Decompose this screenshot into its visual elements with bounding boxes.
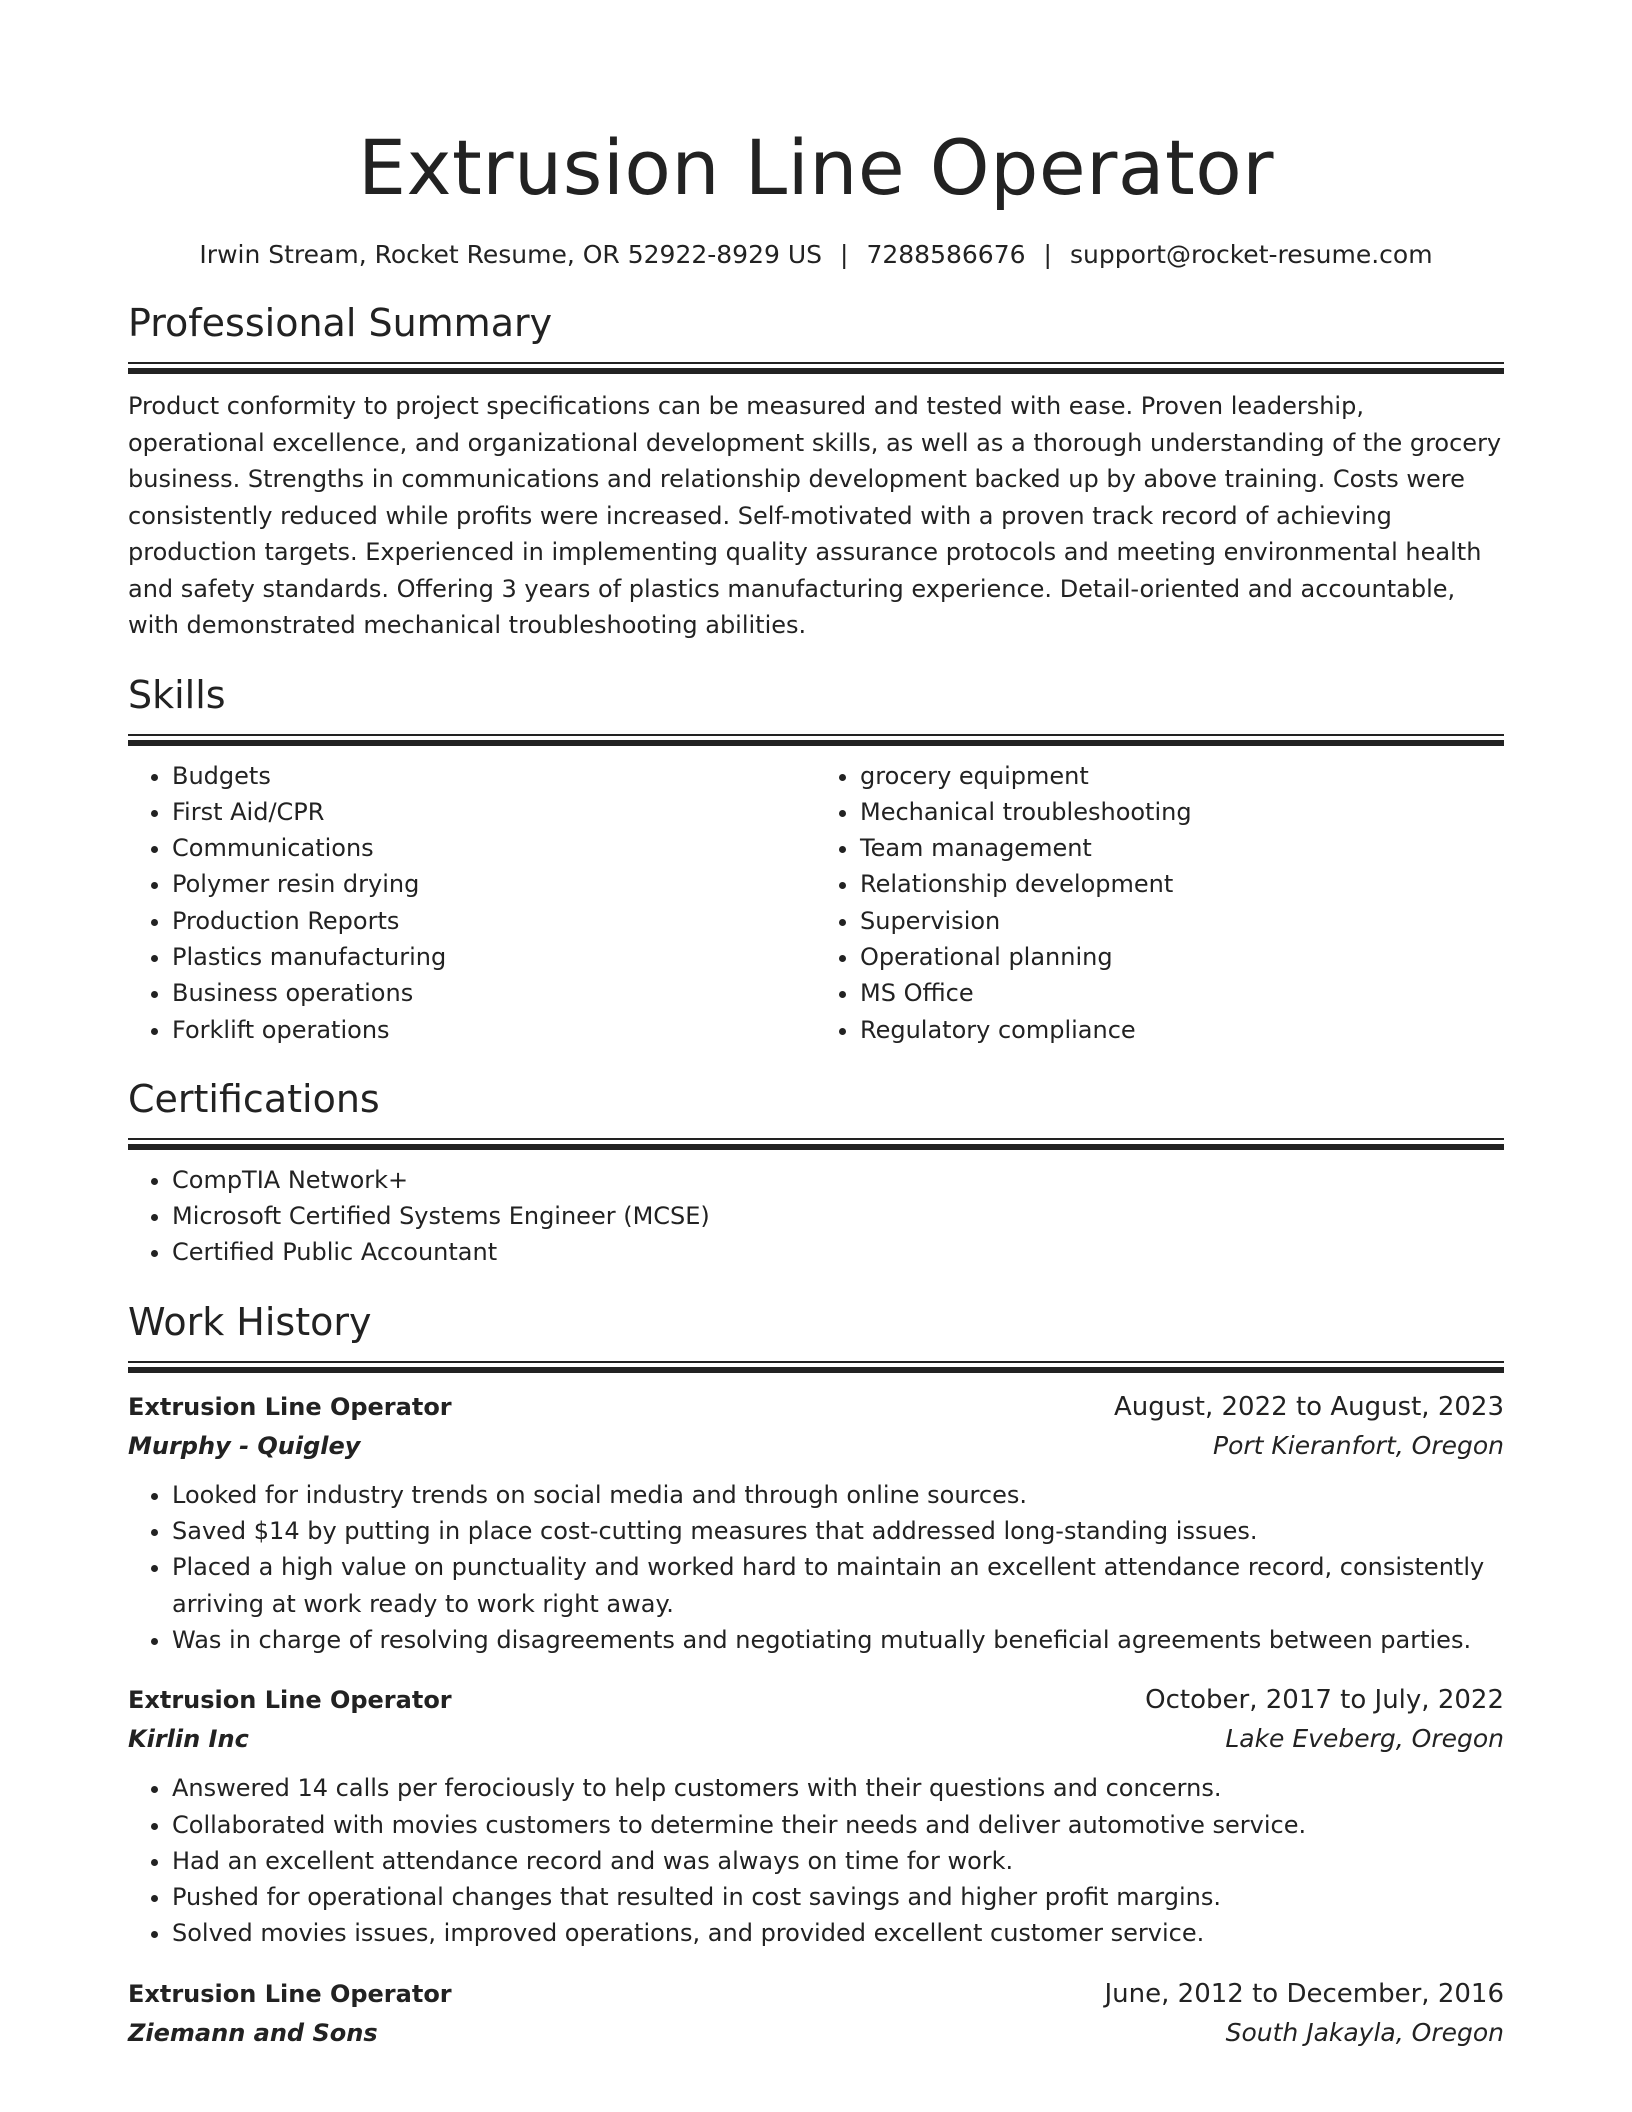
skills-column-left bbox=[128, 758, 816, 1048]
section-heading-certifications: Certifications bbox=[128, 1076, 380, 1121]
job-bullet: • Was in charge of resolving disagreements and negotiating mutually beneficial agreements between parties. bbox=[172, 1622, 1504, 1658]
skill-item: • Regulatory compliance bbox=[860, 1012, 1504, 1048]
certification-item: • CompTIA Network+ bbox=[172, 1162, 1504, 1198]
contact-line bbox=[128, 238, 1504, 272]
skill-item: • Production Reports bbox=[172, 903, 816, 939]
job-employer-row bbox=[128, 1427, 1504, 1465]
work-history-section bbox=[128, 1297, 1504, 2052]
job-dates: August, 2022 to August, 2023 bbox=[1114, 1391, 1504, 1422]
skill-item: • grocery equipment bbox=[860, 758, 1504, 794]
job-entry bbox=[128, 1387, 1504, 1658]
job-title: Extrusion Line Operator bbox=[128, 1686, 452, 1715]
contact-email: support@rocket-resume.com bbox=[1069, 240, 1433, 269]
section-divider bbox=[128, 362, 1504, 374]
job-bullet: • Placed a high value on punctuality and worked hard to maintain an excellent attendance record, consistently arriving at work ready to work right away. bbox=[172, 1549, 1504, 1622]
job-employer-row bbox=[128, 2014, 1504, 2052]
skill-item: • Supervision bbox=[860, 903, 1504, 939]
resume-title: Extrusion Line Operator bbox=[358, 123, 1274, 212]
section-heading-work-history: Work History bbox=[128, 1299, 372, 1344]
skill-item: • Forklift operations bbox=[172, 1012, 816, 1048]
job-entry bbox=[128, 1680, 1504, 1951]
certification-item: • Microsoft Certified Systems Engineer (MCSE) bbox=[172, 1198, 1504, 1234]
job-header-row bbox=[128, 1974, 1504, 2014]
job-entry bbox=[128, 1974, 1504, 2052]
job-title: Extrusion Line Operator bbox=[128, 1392, 452, 1421]
job-header-row bbox=[128, 1680, 1504, 1720]
summary-section bbox=[128, 298, 1504, 644]
contact-address: Irwin Stream, Rocket Resume, OR 52922-8929 US bbox=[199, 240, 823, 269]
job-bullet: • Solved movies issues, improved operations, and provided excellent customer service. bbox=[172, 1915, 1504, 1951]
skill-item: • Operational planning bbox=[860, 939, 1504, 975]
section-divider bbox=[128, 1138, 1504, 1150]
certifications-section bbox=[128, 1074, 1504, 1271]
section-divider bbox=[128, 1361, 1504, 1373]
skills-grid bbox=[128, 758, 1504, 1048]
certifications-block bbox=[128, 1162, 1504, 1271]
job-bullet: • Had an excellent attendance record and was always on time for work. bbox=[172, 1843, 1504, 1879]
section-divider bbox=[128, 734, 1504, 746]
skill-item: • Mechanical troubleshooting bbox=[860, 794, 1504, 830]
contact-phone: 7288586676 bbox=[866, 240, 1026, 269]
section-heading-summary: Professional Summary bbox=[128, 301, 553, 345]
skills-column-right bbox=[816, 758, 1504, 1048]
skills-list-left bbox=[128, 758, 816, 1048]
certifications-list bbox=[128, 1162, 1504, 1271]
job-company: Murphy - Quigley bbox=[128, 1431, 361, 1460]
job-bullet: • Answered 14 calls per ferociously to help customers with their questions and concerns. bbox=[172, 1770, 1504, 1806]
summary-text: Product conformity to project specifications can be measured and tested with ease. Proven leadership, operational excellence, and organizational development skills, as well as a thorough understanding of the grocery business. Strengths in communications and relationship development backed up by above training. Costs were consistently reduced while profits were increased. Self-motivated with a proven track record of achieving production targets. Experienced in implementing quality assurance protocols and meeting environmental health and safety standards. Offering 3 years of plastics manufacturing experience. Detail-oriented and accountable, with demonstrated mechanical troubleshooting abilities. bbox=[128, 392, 1502, 639]
contact-separator: | bbox=[1043, 240, 1052, 269]
job-bullets bbox=[128, 1477, 1504, 1658]
job-bullets bbox=[128, 1770, 1504, 1951]
skill-item: • Business operations bbox=[172, 975, 816, 1011]
job-bullet: • Collaborated with movies customers to determine their needs and deliver automotive service. bbox=[172, 1807, 1504, 1843]
job-dates: October, 2017 to July, 2022 bbox=[1145, 1685, 1504, 1716]
section-heading-skills: Skills bbox=[128, 672, 226, 717]
job-dates: June, 2012 to December, 2016 bbox=[1104, 1978, 1504, 2009]
skill-item: • Communications bbox=[172, 830, 816, 866]
job-location: Port Kieranfort, Oregon bbox=[1213, 1430, 1504, 1460]
skill-item: • First Aid/CPR bbox=[172, 794, 816, 830]
job-company: Kirlin Inc bbox=[128, 1725, 249, 1754]
job-header-row bbox=[128, 1387, 1504, 1427]
skills-list-right bbox=[816, 758, 1504, 1048]
job-title: Extrusion Line Operator bbox=[128, 1979, 452, 2008]
skill-item: • Polymer resin drying bbox=[172, 866, 816, 902]
job-location: Lake Eveberg, Oregon bbox=[1225, 1724, 1504, 1754]
skill-item: • Budgets bbox=[172, 758, 816, 794]
job-employer-row bbox=[128, 1720, 1504, 1758]
skill-item: • Team management bbox=[860, 830, 1504, 866]
job-bullet: • Looked for industry trends on social media and through online sources. bbox=[172, 1477, 1504, 1513]
job-bullet: • Pushed for operational changes that resulted in cost savings and higher profit margins. bbox=[172, 1879, 1504, 1915]
job-company: Ziemann and Sons bbox=[128, 2018, 378, 2047]
certification-item: • Certified Public Accountant bbox=[172, 1234, 1504, 1270]
skill-item: • Plastics manufacturing bbox=[172, 939, 816, 975]
contact-separator: | bbox=[840, 240, 849, 269]
skills-section bbox=[128, 670, 1504, 1048]
skill-item: • MS Office bbox=[860, 975, 1504, 1011]
skill-item: • Relationship development bbox=[860, 866, 1504, 902]
job-location: South Jakayla, Oregon bbox=[1225, 2017, 1504, 2047]
job-bullet: • Saved $14 by putting in place cost-cutting measures that addressed long-standing issues. bbox=[172, 1513, 1504, 1549]
